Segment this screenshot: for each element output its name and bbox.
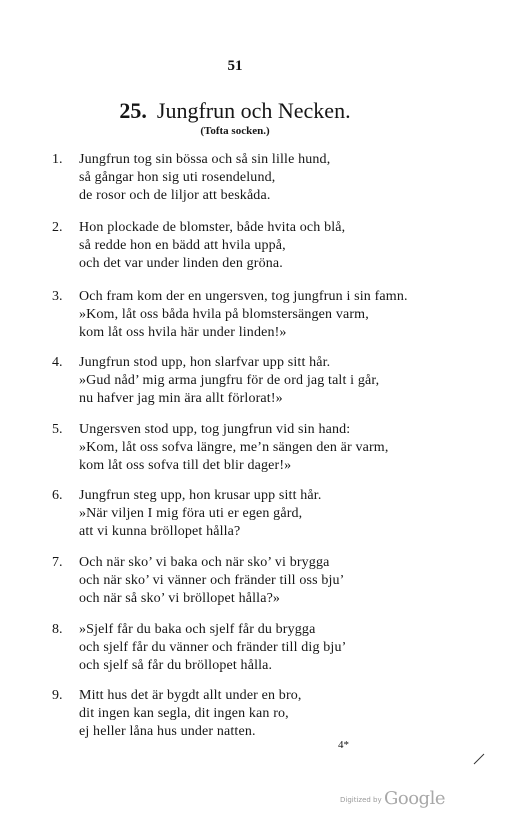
verse-line: »Kom, låt oss båda hvila på blomstersängen varm, [79, 307, 369, 322]
stanza-number: 8. [52, 622, 63, 637]
verse-line: dit ingen kan segla, dit ingen kan ro, [79, 706, 289, 721]
verse-line: nu hafver jag min ära allt förlorat!» [79, 391, 283, 406]
verse-line: och när så sko’ vi bröllopet hålla?» [79, 591, 281, 606]
verse-line: Ungersven stod upp, tog jungfrun vid sin hand: [79, 422, 351, 437]
verse-line: kom låt oss sofva till det blir dager!» [79, 458, 292, 473]
verse-line: Hon plockade de blomster, både hvita och blå, [79, 220, 346, 235]
verse-line: Jungfrun stod upp, hon slarfvar upp sitt hår. [79, 355, 331, 370]
verse-line: Och när sko’ vi baka och när sko’ vi brygga [79, 555, 330, 570]
stanza-number: 3. [52, 289, 63, 304]
song-title-text: Jungfrun och Necken. [156, 98, 351, 123]
verse-line: och det var under linden den gröna. [79, 256, 283, 271]
stanza-lines [79, 487, 321, 541]
stanza-number: 6. [52, 488, 63, 503]
stanza-lines [79, 687, 302, 741]
verse-line: så gångar hon sig uti rosendelund, [79, 170, 276, 185]
song-title [0, 98, 470, 124]
stanza-lines [79, 554, 344, 608]
stanza-number: 4. [52, 355, 63, 370]
verse-line: Jungfrun steg upp, hon krusar upp sitt hår. [79, 488, 322, 503]
stanza-lines [79, 621, 346, 675]
stanza-lines [79, 354, 379, 408]
stanza-number: 9. [52, 688, 63, 703]
verse-line: de rosor och de liljor att beskåda. [79, 188, 271, 203]
signature-mark: 4* [338, 739, 349, 751]
stanza-number: 2. [52, 220, 63, 235]
verse-line: ej heller låna hus under natten. [79, 724, 256, 739]
song-number: 25. [119, 98, 147, 123]
verse-line: »Sjelf får du baka och sjelf får du brygga [79, 622, 316, 637]
verse-line: att vi kunna bröllopet hålla? [79, 524, 241, 539]
verse-line: »Gud nåd’ mig arma jungfru för de ord jag talt i går, [79, 373, 380, 388]
verse-line: Och fram kom der en ungersven, tog jungfrun i sin famn. [79, 289, 408, 304]
verse-line: kom låt oss hvila här under linden!» [79, 325, 287, 340]
verse-line: Mitt hus det är bygdt allt under en bro, [79, 688, 302, 703]
pen-mark-icon [472, 752, 486, 766]
watermark-prefix: Digitized by [340, 796, 382, 804]
stanza-number: 5. [52, 422, 63, 437]
verse-line: och sjelf så får du bröllopet hålla. [79, 658, 273, 673]
stanza-number: 7. [52, 555, 63, 570]
verse-line: Jungfrun tog sin bössa och så sin lille hund, [79, 152, 331, 167]
verse-line: och när sko’ vi vänner och fränder till oss bju’ [79, 573, 345, 588]
stanza-number: 1. [52, 152, 63, 167]
song-subtitle: (Tofta socken.) [200, 125, 270, 137]
google-logo: Google [384, 788, 445, 809]
digitized-watermark [340, 788, 460, 812]
verse-line: så redde hon en bädd att hvila uppå, [79, 238, 286, 253]
verse-line: och sjelf får du vänner och fränder till dig bju’ [79, 640, 347, 655]
stanza-lines [79, 421, 389, 475]
stanza-lines [79, 219, 345, 273]
verse-line: »När viljen I mig föra uti er egen gård, [79, 506, 303, 521]
stanza-lines [79, 288, 408, 342]
page-number: 51 [227, 58, 243, 74]
verse-line: »Kom, låt oss sofva längre, me’n sängen den är varm, [79, 440, 389, 455]
stanza-lines [79, 151, 330, 205]
